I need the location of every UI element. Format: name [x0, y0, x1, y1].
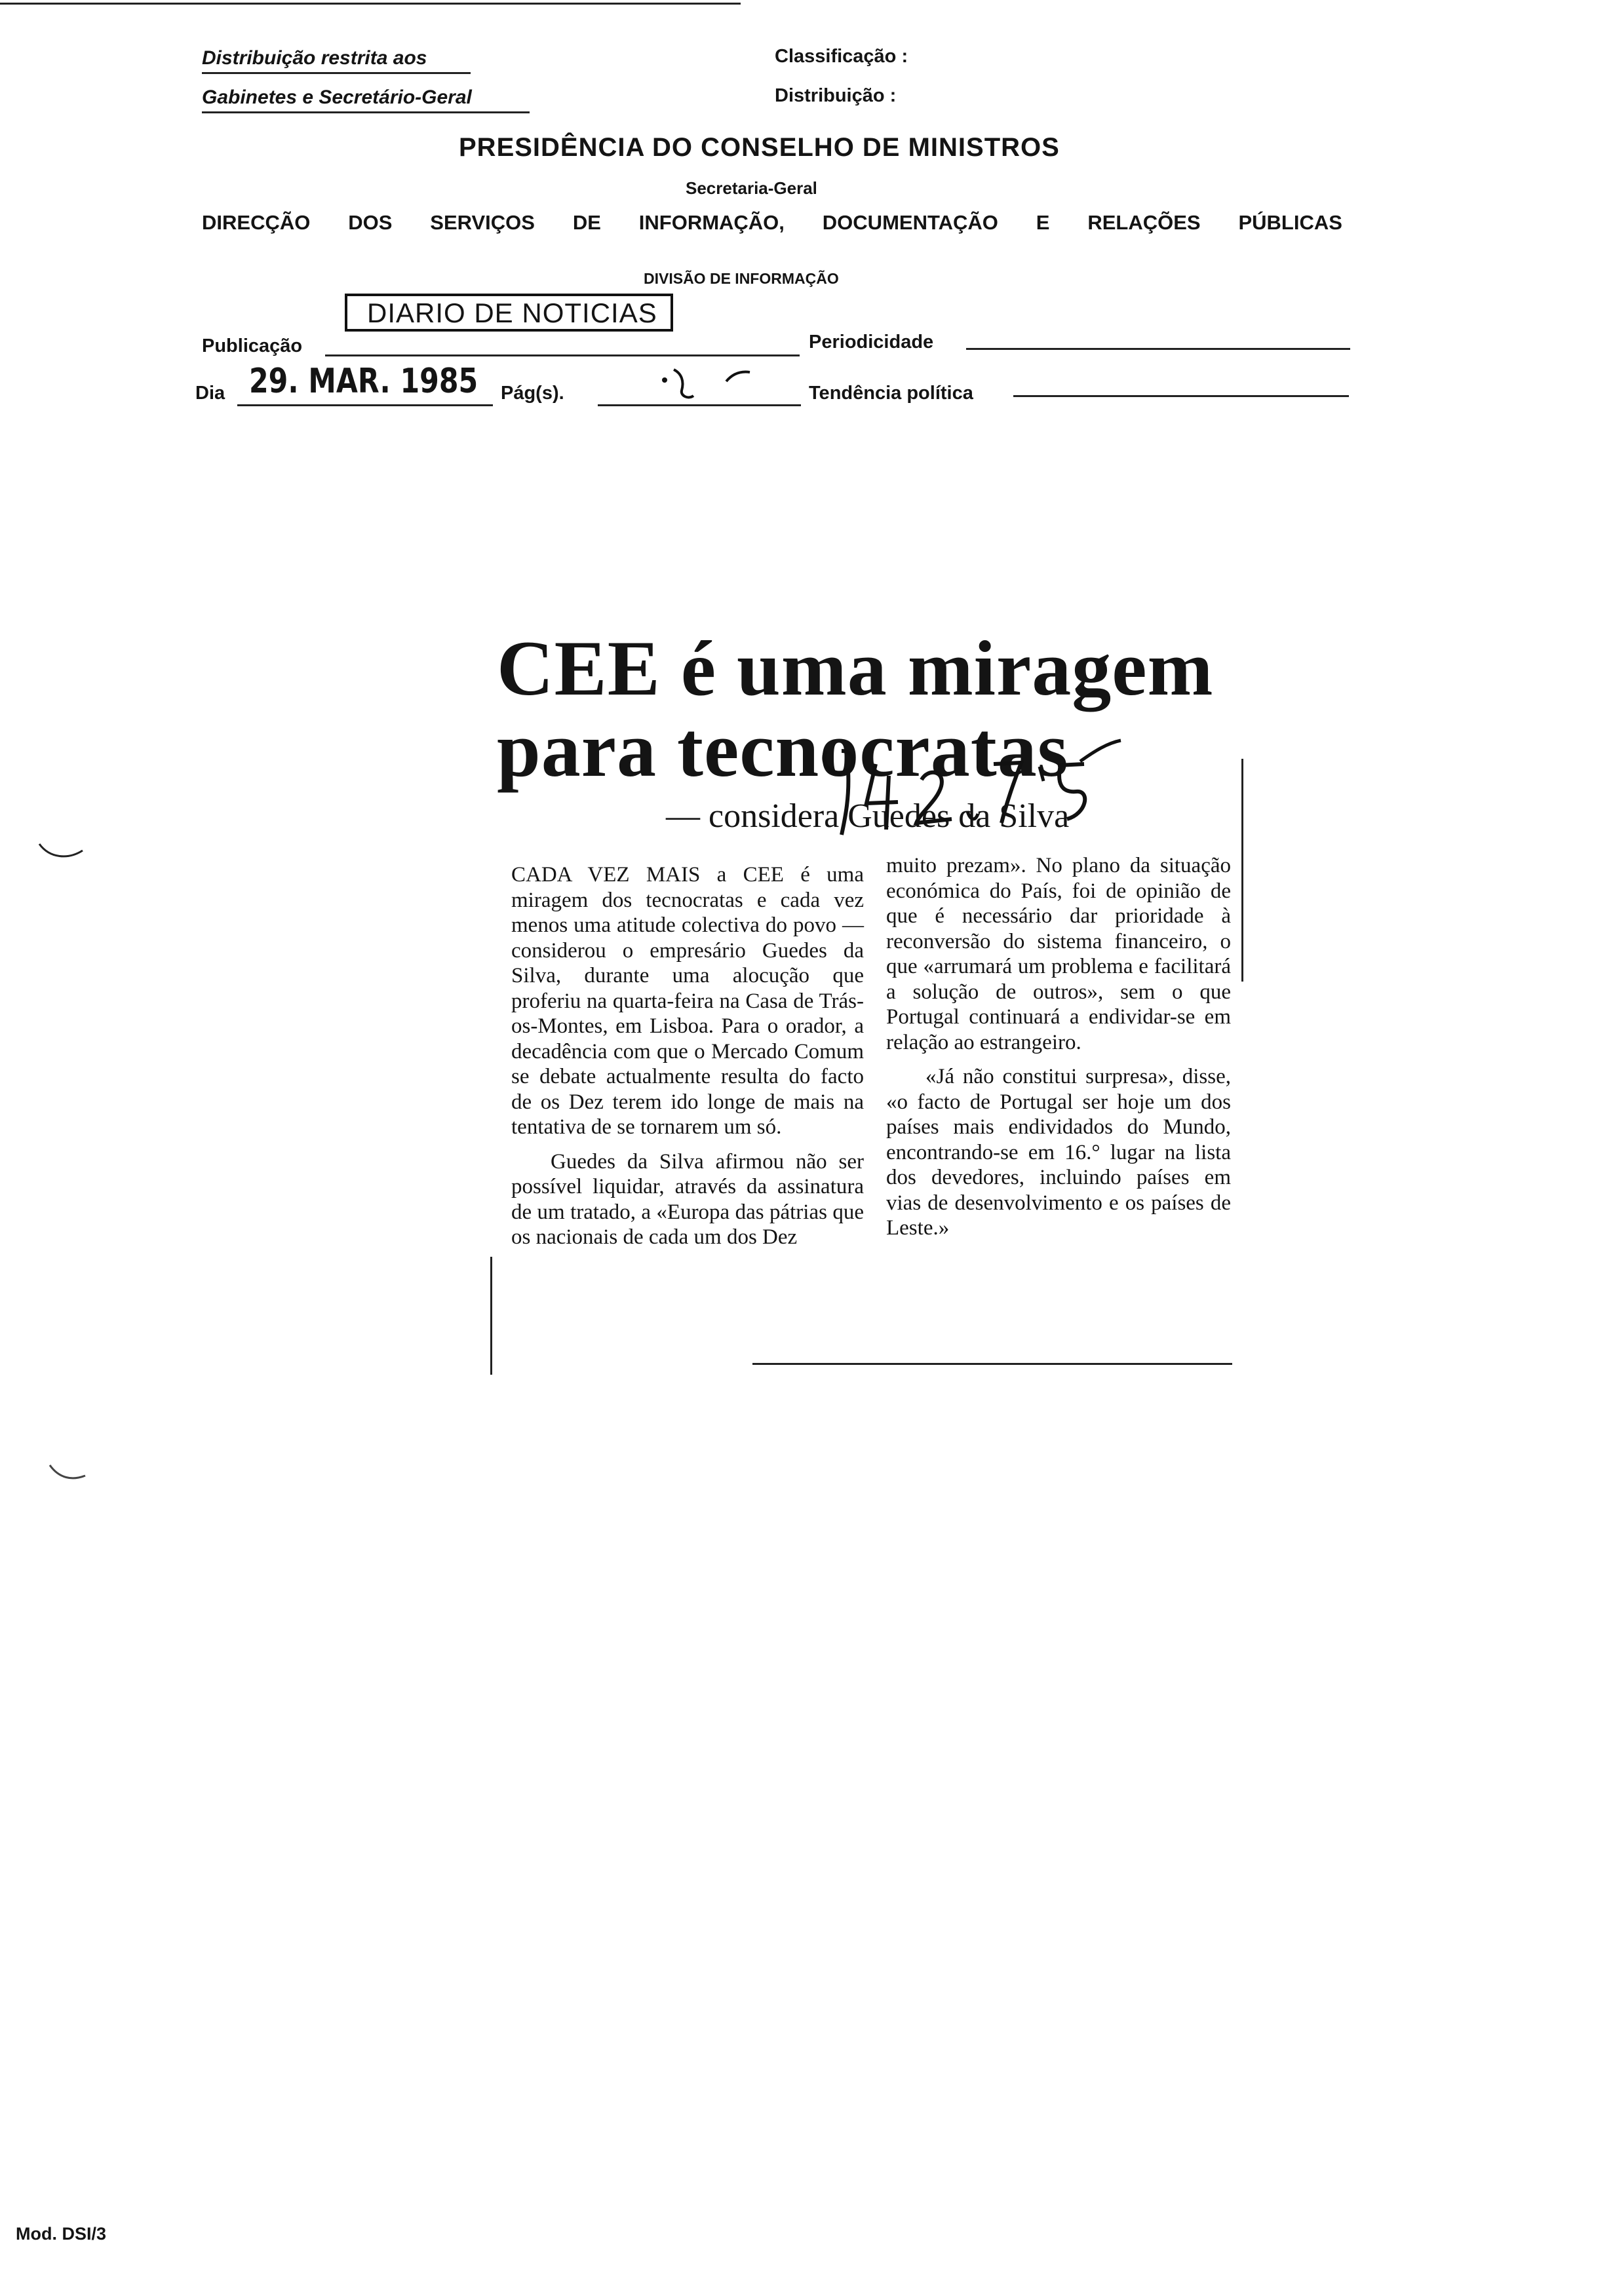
direccao-word: RELAÇÕES	[1087, 211, 1201, 234]
model-code: Mod. DSI/3	[16, 2224, 107, 2244]
direccao-word: DIRECÇÃO	[202, 211, 311, 234]
secretaria-subtitle: Secretaria-Geral	[686, 178, 817, 198]
publicacao-label: Publicação	[202, 335, 303, 356]
distribuicao-label: Distribuição :	[775, 85, 897, 106]
article-bottom-rule	[752, 1363, 1232, 1365]
direccao-word: SERVIÇOS	[430, 211, 535, 234]
article-paragraph: CADA VEZ MAIS a CEE é uma miragem dos tecnocratas e cada vez menos uma atitude colectiva do povo — considerou o empresário Guedes da Silva, durante uma alocução que proferiu na quarta-feira na Casa de Trás-os-Montes, em Lisboa. Para o orador, a decadência com que o Mercado Comum se debate actualmente resulta do facto de os Dez terem ido longe de mais na tentativa de se tornarem um só.	[511, 863, 864, 1139]
article-paragraph: «Já não constitui surpresa», disse, «o facto de Portugal ser hoje um dos países mais endividados do Mundo, encontrando-se em 16.° lugar na lista dos devedores, incluindo países em vias de desenvolvimento e os países de Leste.»	[886, 1065, 1231, 1240]
distribution-underline-1	[202, 72, 471, 74]
tendencia-label: Tendência política	[809, 383, 973, 404]
pags-label: Pág(s).	[501, 383, 564, 404]
top-rule	[0, 3, 741, 5]
dia-line	[237, 404, 493, 406]
article-headline-line-2: para tecnocratas	[497, 706, 1069, 793]
pags-line	[598, 404, 801, 406]
distribution-underline-2	[202, 111, 530, 113]
distribution-line-2: Gabinetes e Secretário-Geral	[202, 86, 472, 108]
publication-stamp: DIARIO DE NOTICIAS	[345, 294, 673, 332]
periodicidade-label: Periodicidade	[809, 332, 934, 353]
direccao-word: E	[1036, 211, 1050, 234]
direccao-word: DOCUMENTAÇÃO	[822, 211, 998, 234]
classificacao-label: Classificação :	[775, 46, 908, 67]
left-margin-rule	[490, 1257, 492, 1375]
page-handwriting-mark	[655, 362, 773, 408]
direccao-line	[202, 211, 1342, 235]
dia-date-stamp: 29. MAR. 1985	[249, 362, 478, 401]
article-paragraph: Guedes da Silva afirmou não ser possível liquidar, através da assinatura de um tratado, a «Europa das pátrias que os nacionais de cada um dos Dez	[511, 1149, 864, 1249]
article-headline-line-1: CEE é uma miragem	[497, 624, 1214, 712]
direccao-word: DE	[572, 211, 601, 234]
tendencia-line	[1013, 395, 1349, 397]
distribution-line-1: Distribuição restrita aos	[202, 47, 427, 69]
direccao-word: PÚBLICAS	[1238, 211, 1342, 234]
margin-scan-mark	[37, 839, 89, 865]
divisao-label: DIVISÃO DE INFORMAÇÃO	[644, 270, 839, 287]
article-column-2	[886, 853, 1231, 1241]
article-byline: — considera Guedes da Silva	[666, 797, 1070, 835]
institution-title: PRESIDÊNCIA DO CONSELHO DE MINISTROS	[459, 133, 1060, 162]
dia-label: Dia	[195, 383, 225, 404]
direccao-word: DOS	[348, 211, 393, 234]
periodicidade-line	[966, 348, 1350, 350]
article-paragraph: muito prezam». No plano da situação económica do País, foi de opinião de que é necessário dar prioridade à reconversão do sistema financeiro, o que «arrumará um problema e facilitará a solução de outros», sem o que Portugal continuará a endividar-se em relação ao estrangeiro.	[886, 854, 1231, 1054]
publicacao-line	[325, 354, 800, 356]
right-margin-rule	[1241, 759, 1243, 982]
article-column-1	[511, 862, 864, 1250]
margin-scan-mark	[46, 1461, 92, 1487]
direccao-word: INFORMAÇÃO,	[638, 211, 785, 234]
